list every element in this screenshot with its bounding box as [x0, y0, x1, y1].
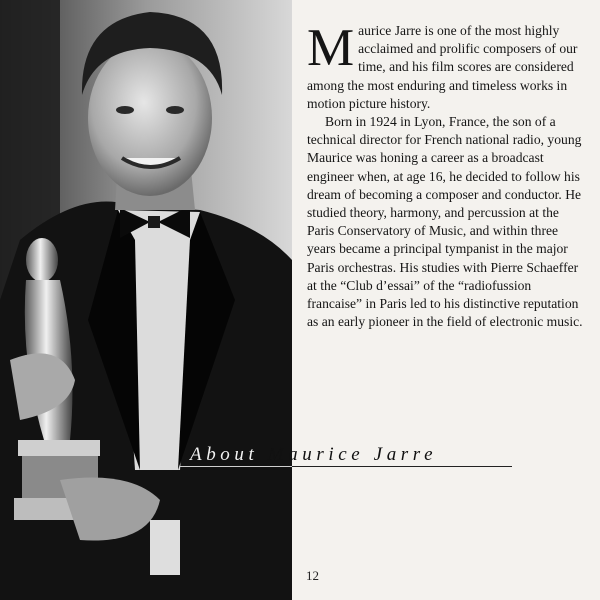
drop-cap: M	[307, 19, 355, 77]
article-text	[307, 19, 585, 331]
paragraph-2: Born in 1924 in Lyon, France, the son of a technical director for French national radio, young Maurice was honing a career as a broadcast engineer when, at age 16, he decided to follow his dream of becoming a composer and conductor. He studied theory, harmony, and percussion at the Paris Conservatory of Music, and within three years became a principal tympanist in the major Paris orchestras. His studies with Pierre Schaeffer at the “Club d’essai” of the “radiofussion francaise” in Paris led to his distinctive reputation as an early pioneer in the field of electronic music.	[307, 114, 583, 330]
portrait-illustration	[0, 0, 292, 600]
portrait-photo	[0, 0, 292, 600]
section-heading	[190, 444, 437, 466]
heading-name: Maurice Jarre	[267, 444, 438, 465]
paragraph-1	[307, 19, 585, 113]
heading-rule	[180, 466, 512, 467]
heading-word-about: About	[190, 444, 259, 465]
paragraph-1-text: aurice Jarre is one of the most highly acclaimed and prolific composers of our time, and his film scores are considered among the most enduring and timeless works in motion picture history.	[307, 23, 578, 111]
page-number: 12	[306, 568, 319, 583]
